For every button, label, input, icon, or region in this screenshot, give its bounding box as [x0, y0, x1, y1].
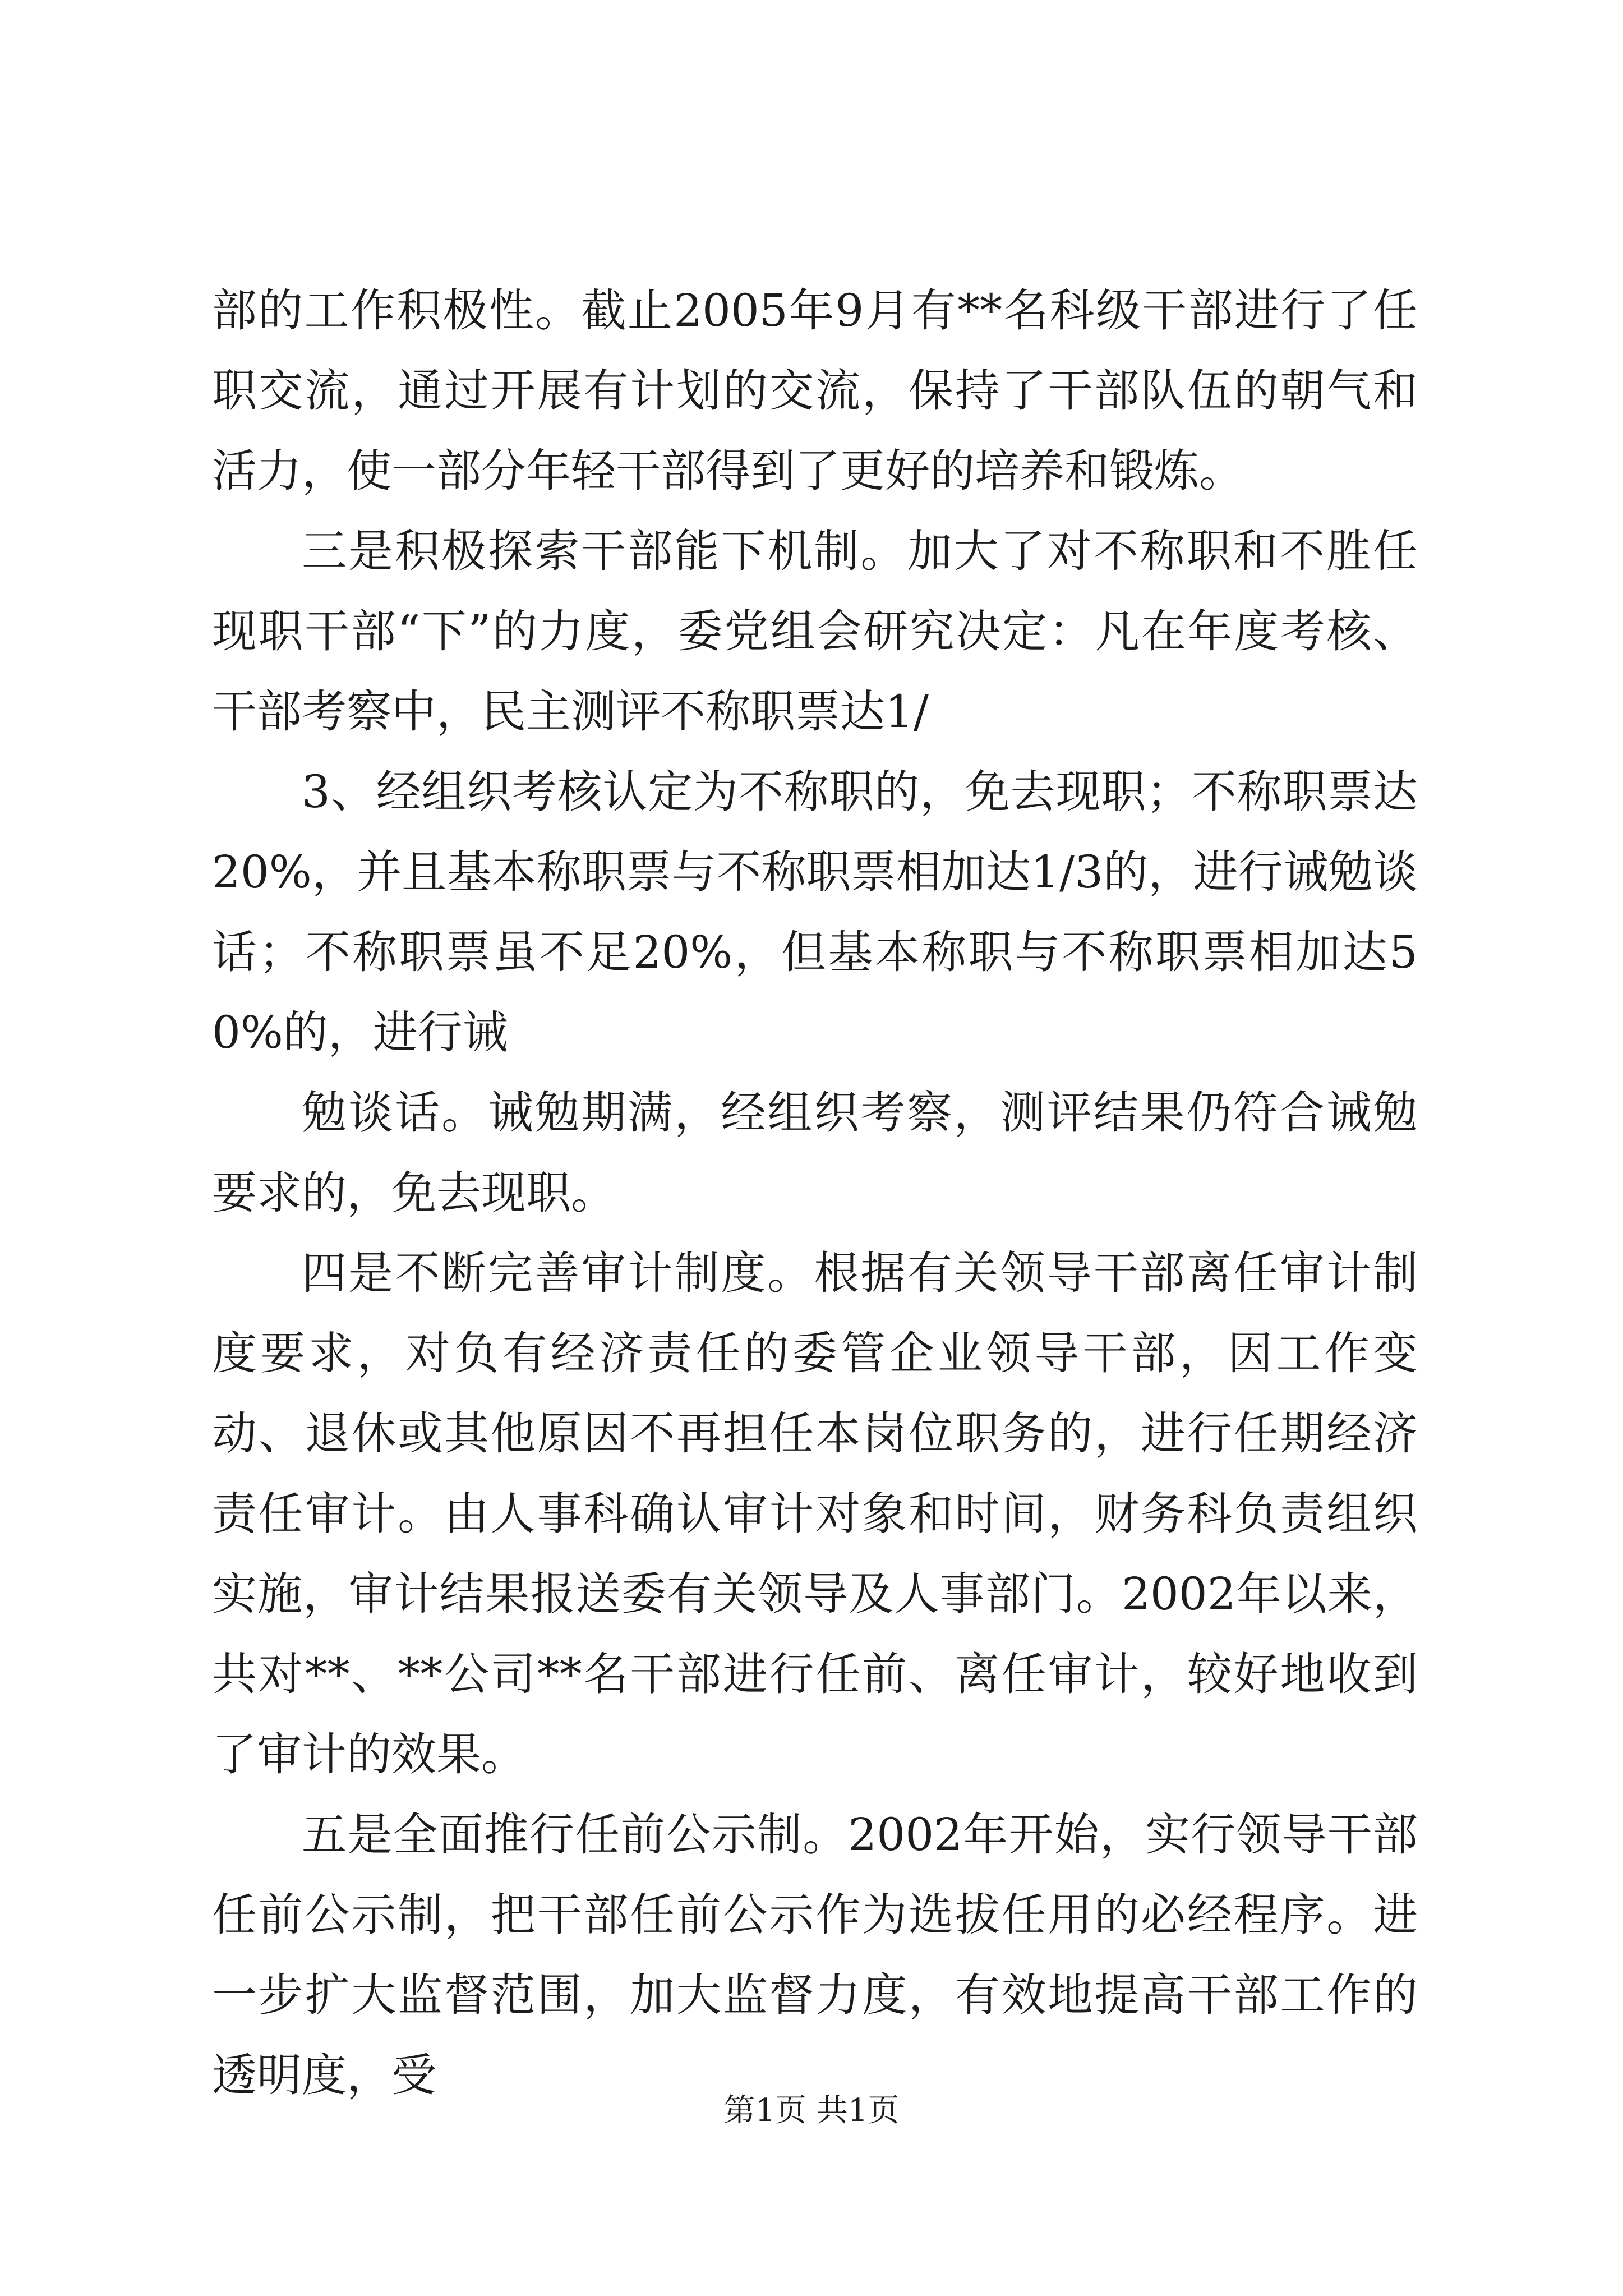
page-number-footer: 第1页 共1页: [723, 2092, 900, 2129]
document-body: [212, 270, 1418, 2115]
paragraph: 四是不断完善审计制度。根据有关领导干部离任审计制度要求，对负有经济责任的委管企业领导干部，因工作变动、退休或其他原因不再担任本岗位职务的，进行任期经济责任审计。由人事科确认审计对象和时间，财务科负责组织实施，审计结果报送委有关领导及人事部门。2002年以来，共对**、**公司**名干部进行任前、离任审计，较好地收到了审计的效果。: [212, 1247, 1418, 1780]
paragraph: 3、经组织考核认定为不称职的，免去现职；不称职票达20%，并且基本称职票与不称职票相加达1/3的，进行诫勉谈话；不称职票虽不足20%，但基本称职与不称职票相加达50%的，进行诫: [212, 766, 1418, 1059]
paragraph: 五是全面推行任前公示制。2002年开始，实行领导干部任前公示制，把干部任前公示作为选拔任用的必经程序。进一步扩大监督范围，加大监督力度，有效地提高干部工作的透明度，受: [212, 1809, 1418, 2101]
paragraph: 部的工作积极性。截止2005年9月有**名科级干部进行了任职交流，通过开展有计划的交流，保持了干部队伍的朝气和活力，使一部分年轻干部得到了更好的培养和锻炼。: [212, 284, 1418, 497]
paragraph: 勉谈话。诫勉期满，经组织考察，测评结果仍符合诫勉要求的，免去现职。: [212, 1087, 1418, 1219]
paragraph: 三是积极探索干部能下机制。加大了对不称职和不胜任现职干部“下”的力度，委党组会研究决定：凡在年度考核、干部考察中，民主测评不称职票达1/: [212, 525, 1418, 738]
